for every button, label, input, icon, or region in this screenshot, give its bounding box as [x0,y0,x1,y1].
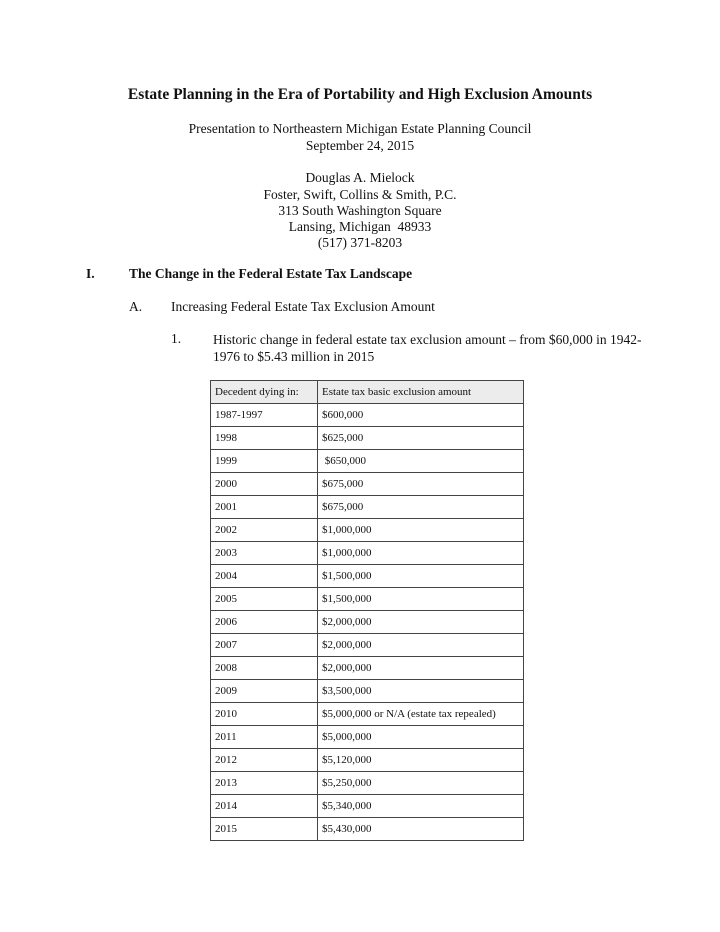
amount-cell: $2,000,000 [318,657,524,680]
author-name: Douglas A. Mielock [305,170,415,185]
year-cell: 2005 [211,588,318,611]
year-cell: 2015 [211,818,318,841]
year-cell: 2012 [211,749,318,772]
year-cell: 1987-1997 [211,404,318,427]
amount-cell: $3,500,000 [318,680,524,703]
amount-cell: $1,000,000 [318,542,524,565]
table-row [211,726,524,749]
amount-cell: $5,000,000 [318,726,524,749]
header-exclusion-amount: Estate tax basic exclusion amount [318,381,524,404]
table-row [211,795,524,818]
amount-cell: $5,250,000 [318,772,524,795]
year-cell: 2010 [211,703,318,726]
table-row [211,657,524,680]
table-row [211,818,524,841]
year-cell: 2007 [211,634,318,657]
presentation-line: Presentation to Northeastern Michigan Estate Planning Council [188,121,532,136]
amount-cell: $625,000 [318,427,524,450]
author-address-line1: 313 South Washington Square [278,203,442,218]
year-cell: 2003 [211,542,318,565]
amount-cell: $675,000 [318,473,524,496]
year-cell: 2002 [211,519,318,542]
year-cell: 2008 [211,657,318,680]
table-row [211,404,524,427]
item-text: Historic change in federal estate tax exclusion amount – from $60,000 in 1942-1976 to $5.43 million in 2015 [213,332,642,364]
subsection-title: Increasing Federal Estate Tax Exclusion Amount [171,299,435,314]
table-body [211,404,524,841]
year-cell: 2009 [211,680,318,703]
amount-cell: $2,000,000 [318,634,524,657]
year-cell: 1999 [211,450,318,473]
author-firm: Foster, Swift, Collins & Smith, P.C. [263,187,457,202]
amount-cell: $5,340,000 [318,795,524,818]
amount-cell: $2,000,000 [318,611,524,634]
author-phone: (517) 371-8203 [317,235,403,250]
amount-cell: $650,000 [318,450,524,473]
table-row [211,496,524,519]
year-cell: 1998 [211,427,318,450]
year-cell: 2013 [211,772,318,795]
table-row [211,588,524,611]
amount-cell: $5,000,000 or N/A (estate tax repealed) [318,703,524,726]
table-row [211,450,524,473]
year-cell: 2000 [211,473,318,496]
table-row [211,772,524,795]
subsection-letter: A. [129,299,143,314]
amount-cell: $600,000 [318,404,524,427]
presentation-date: September 24, 2015 [305,138,415,153]
year-cell: 2004 [211,565,318,588]
amount-cell: $1,000,000 [318,519,524,542]
table-row [211,427,524,450]
table-header-row [211,381,524,404]
table-row [211,565,524,588]
amount-cell: $1,500,000 [318,588,524,611]
table-row [211,611,524,634]
amount-cell: $675,000 [318,496,524,519]
table-row [211,473,524,496]
table-row [211,542,524,565]
item-number: 1. [171,331,182,346]
table-row [211,680,524,703]
section-number: I. [86,266,95,281]
table-row [211,634,524,657]
section-title: The Change in the Federal Estate Tax Landscape [129,266,413,281]
exclusion-amount-table [210,380,524,841]
amount-cell: $5,430,000 [318,818,524,841]
document-title: Estate Planning in the Era of Portability and High Exclusion Amounts [127,86,593,103]
table-row [211,749,524,772]
year-cell: 2006 [211,611,318,634]
year-cell: 2001 [211,496,318,519]
year-cell: 2011 [211,726,318,749]
table-row [211,703,524,726]
year-cell: 2014 [211,795,318,818]
amount-cell: $1,500,000 [318,565,524,588]
amount-cell: $5,120,000 [318,749,524,772]
header-decedent-year: Decedent dying in: [211,381,318,404]
table-row [211,519,524,542]
author-address-line2: Lansing, Michigan 48933 [288,219,432,234]
